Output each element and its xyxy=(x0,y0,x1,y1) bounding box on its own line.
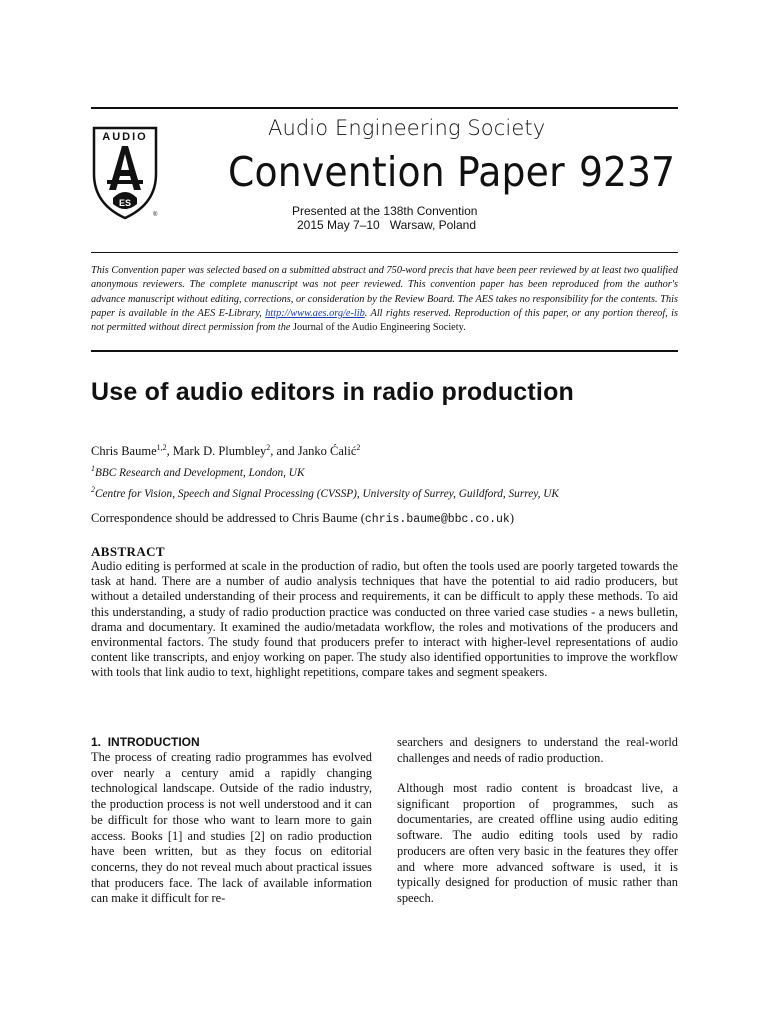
author-name: , Mark D. Plumbley xyxy=(166,444,267,458)
intro-column-2-para-1: searchers and designers to understand the real-world challenges and needs of radio production. xyxy=(397,735,678,765)
svg-text:®: ® xyxy=(153,212,158,218)
logo-top-text: AUDIO xyxy=(102,131,148,143)
author-list xyxy=(91,444,360,459)
author-name: Chris Baume xyxy=(91,444,157,458)
section-title: INTRODUCTION xyxy=(107,735,200,749)
author-name: , and Janko Ćalić xyxy=(270,444,357,458)
notice-bottom-rule xyxy=(91,350,678,352)
abstract-heading: ABSTRACT xyxy=(91,544,165,559)
aes-logo-icon xyxy=(91,124,159,222)
elibrary-link[interactable]: http://www.aes.org/e-lib xyxy=(265,307,365,319)
logo-bottom-text: ES xyxy=(118,198,132,208)
paper-title: Use of audio editors in radio production xyxy=(91,378,575,406)
correspondence-close: ) xyxy=(509,511,515,525)
section-number: 1. xyxy=(91,735,102,749)
section-heading-introduction xyxy=(91,735,200,749)
correspondence-email[interactable]: chris.baume@bbc.co.uk xyxy=(364,513,510,526)
paper-number: 9237 xyxy=(579,148,675,196)
intro-column-1: The process of creating radio programmes has evolved over nearly a century amid a rapidly changing technological landscape. Outside of the radio industry, the production process is not well understood and it can be difficult for those who want to learn more to gain access. Books [1] and studies [2] on radio production have been written, but as they focus on editorial concerns, they do not reveal much about practical issues that producers face. The lack of available information can make it difficult for re- xyxy=(91,750,372,906)
author-affiliation-mark: 2 xyxy=(356,442,361,452)
abstract-text: Audio editing is performed at scale in the production of radio, but often the tools used are poorly targeted towards the task at hand. There are a number of audio analysis techniques that have the potential to aid radio producers, but without a detailed understanding of their process and requirements, it can be difficult to apply these methods. To aid this understanding, a study of radio production practice was conducted on three varied case studies - a news bulletin, drama and documentary. It examined the audio/metadata workflow, the roles and motivations of the producers and environmental factors. The study found that producers prefer to interact with higher-level representations of audio content like transcripts, and enjoy working on paper. The study also identified opportunities to improve the workflow with tools that link audio to text, highlight repetitions, compare takes and segment speakers. xyxy=(91,559,678,680)
society-name: Audio Engineering Society xyxy=(268,116,546,140)
affiliation-1 xyxy=(91,464,305,479)
author-affiliation-mark: 2 xyxy=(266,442,271,452)
paper-type: Convention Paper xyxy=(228,148,565,196)
intro-column-2-para-2: Although most radio content is broadcast live, a significant proportion of programmes, such as documentaries, are created offline using audio editing software. The audio editing tools used by radio producers are often very basic in the features they offer and where more advanced software is used, it is typically designed for production of music rather than speech. xyxy=(397,781,678,905)
top-rule xyxy=(91,107,678,109)
affiliation-mark: 2 xyxy=(91,485,95,495)
affiliation-text: BBC Research and Development, London, UK xyxy=(95,467,305,479)
author-affiliation-mark: 1,2 xyxy=(156,442,167,452)
correspondence xyxy=(91,511,514,526)
affiliation-2 xyxy=(91,485,559,500)
notice-text-2: . All rights reserved. Reproduction of this paper, or any portion thereof, is not permitted without direct permission from the xyxy=(91,307,679,334)
notice-top-rule xyxy=(91,252,678,253)
correspondence-text: Correspondence should be addressed to Chris Baume ( xyxy=(91,511,365,525)
journal-name: Journal of the Audio Engineering Society. xyxy=(293,322,466,334)
affiliation-mark: 1 xyxy=(91,464,95,474)
date-place: 2015 May 7–10 Warsaw, Poland xyxy=(297,218,476,232)
notice-text: This Convention paper was selected based on a submitted abstract and 750-word precis that have been peer reviewed by at least two qualified anonymous reviewers. The complete manuscript was not peer reviewed. This convention paper has been reproduced from the author's advance manuscript without editing, corrections, or consideration by the Review Board. The AES takes no responsibility for the contents. This paper is available in the AES E-Library, xyxy=(91,265,678,319)
review-notice xyxy=(91,264,678,335)
affiliation-text: Centre for Vision, Speech and Signal Processing (CVSSP), University of Surrey, Guildford, Surrey, UK xyxy=(95,488,559,500)
presented-at: Presented at the 138th Convention xyxy=(292,204,478,218)
